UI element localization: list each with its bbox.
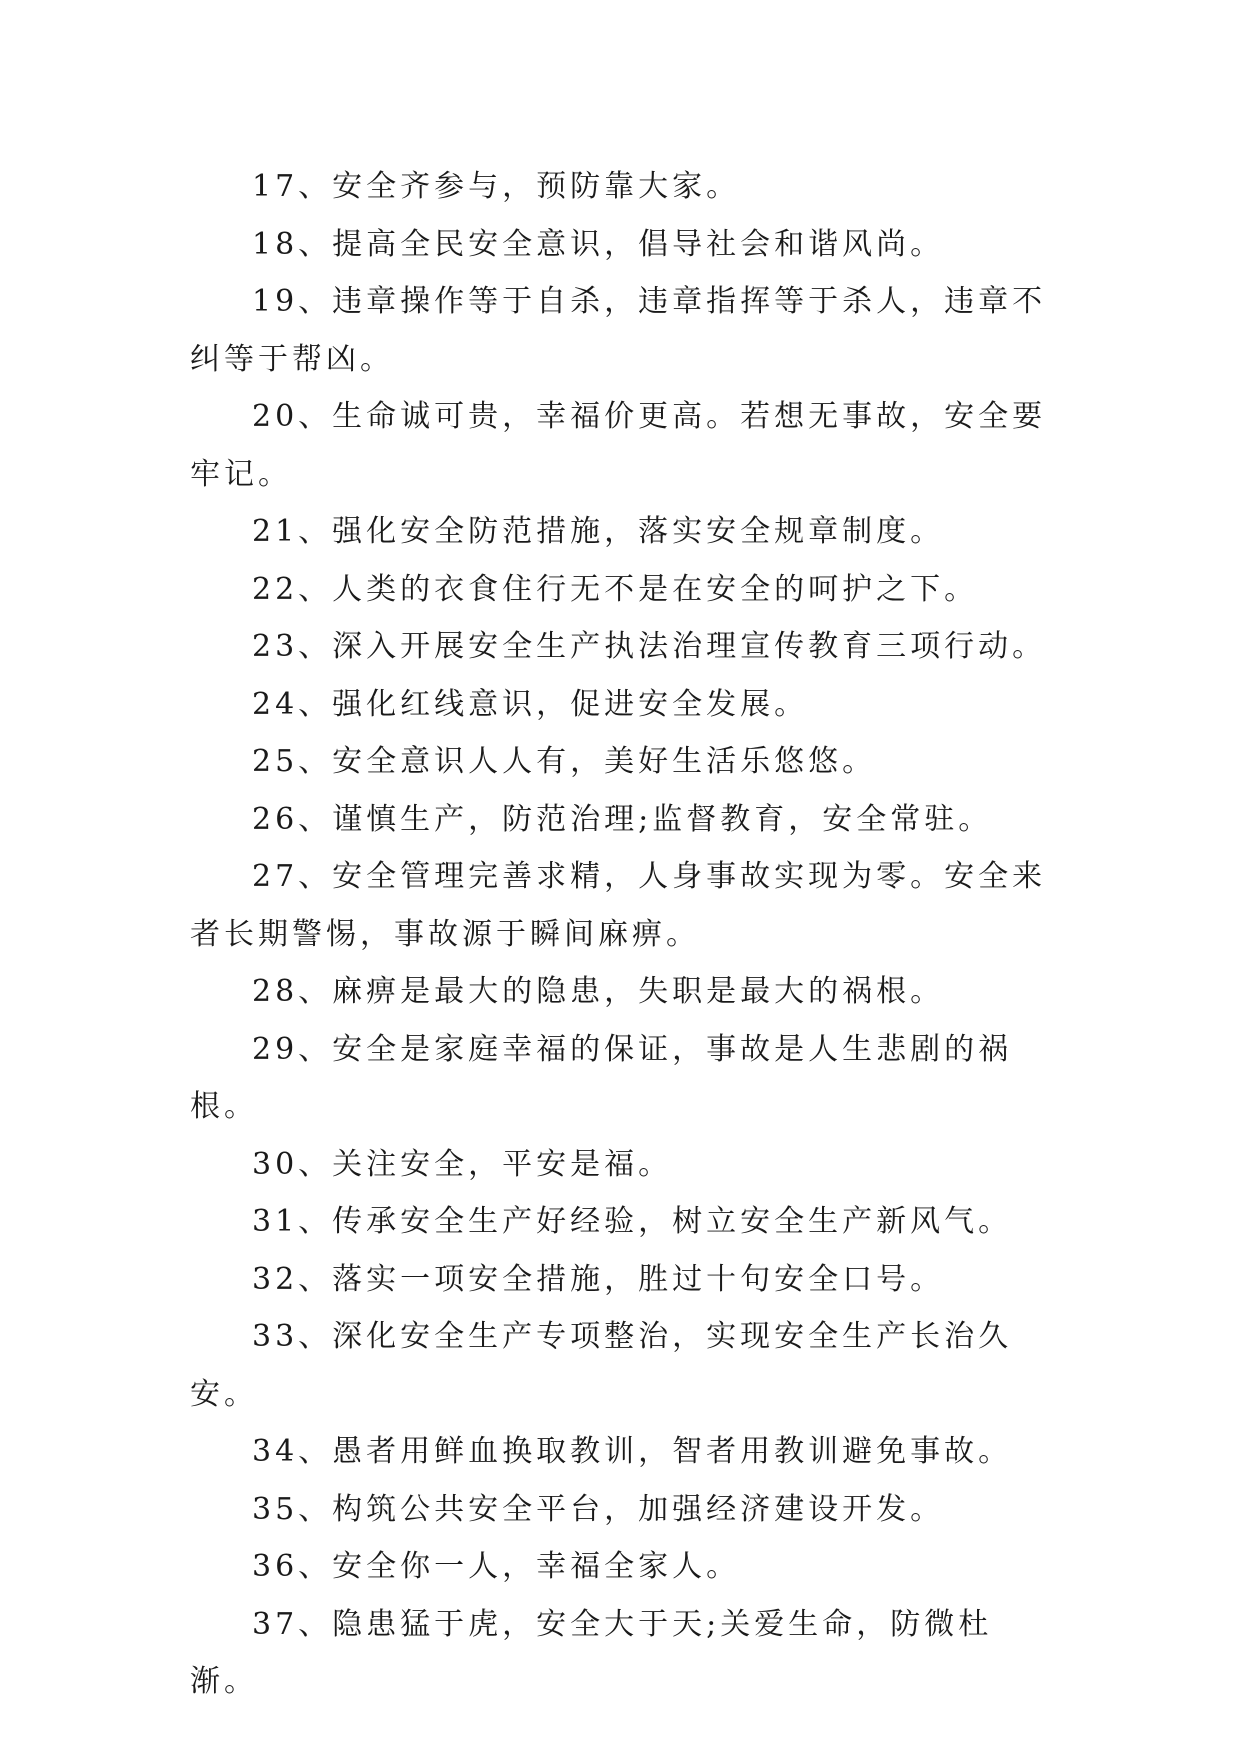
paragraph-18: 18、提高全民安全意识，倡导社会和谐风尚。 [252, 226, 945, 262]
paragraph-23: 23、深入开展安全生产执法治理宣传教育三项行动。 [252, 629, 1047, 664]
paragraph-28: 28、麻痹是最大的隐患，失职是最大的祸根。 [252, 974, 945, 1009]
paragraph-24: 24、强化红线意识，促进安全发展。 [252, 686, 809, 722]
paragraph-36: 36、安全你一人，幸福全家人。 [252, 1549, 741, 1584]
paragraph-21: 21、强化安全防范措施，落实安全规章制度。 [252, 514, 945, 549]
paragraph-22: 22、人类的衣食住行无不是在安全的呵护之下。 [252, 571, 979, 607]
paragraph-19: 19、违章操作等于自杀，违章指挥等于杀人，违章不纠等于帮凶。 [190, 284, 1047, 377]
paragraph-33: 33、深化安全生产专项整治，实现安全生产长治久安。 [190, 1319, 1013, 1412]
paragraph-27: 27、安全管理完善求精，人身事故实现为零。安全来者长期警惕，事故源于瞬间麻痹。 [190, 859, 1047, 952]
paragraph-17: 17、安全齐参与，预防靠大家。 [252, 169, 741, 204]
paragraph-34: 34、愚者用鲜血换取教训，智者用教训避免事故。 [252, 1434, 1013, 1469]
document-body [190, 158, 1060, 1711]
paragraph-20: 20、生命诚可贵，幸福价更高。若想无事故，安全要牢记。 [190, 399, 1047, 492]
paragraph-26: 26、谨慎生产，防范治理;监督教育，安全常驻。 [252, 801, 993, 837]
paragraph-31: 31、传承安全生产好经验，树立安全生产新风气。 [252, 1204, 1013, 1239]
paragraph-25: 25、安全意识人人有，美好生活乐悠悠。 [252, 744, 877, 779]
paragraph-37: 37、隐患猛于虎，安全大于天;关爱生命，防微杜渐。 [190, 1606, 993, 1699]
paragraph-29: 29、安全是家庭幸福的保证，事故是人生悲剧的祸根。 [190, 1031, 1013, 1124]
paragraph-32: 32、落实一项安全措施，胜过十句安全口号。 [252, 1261, 945, 1297]
paragraph-35: 35、构筑公共安全平台，加强经济建设开发。 [252, 1491, 945, 1527]
paragraph-30: 30、关注安全，平安是福。 [252, 1146, 673, 1182]
